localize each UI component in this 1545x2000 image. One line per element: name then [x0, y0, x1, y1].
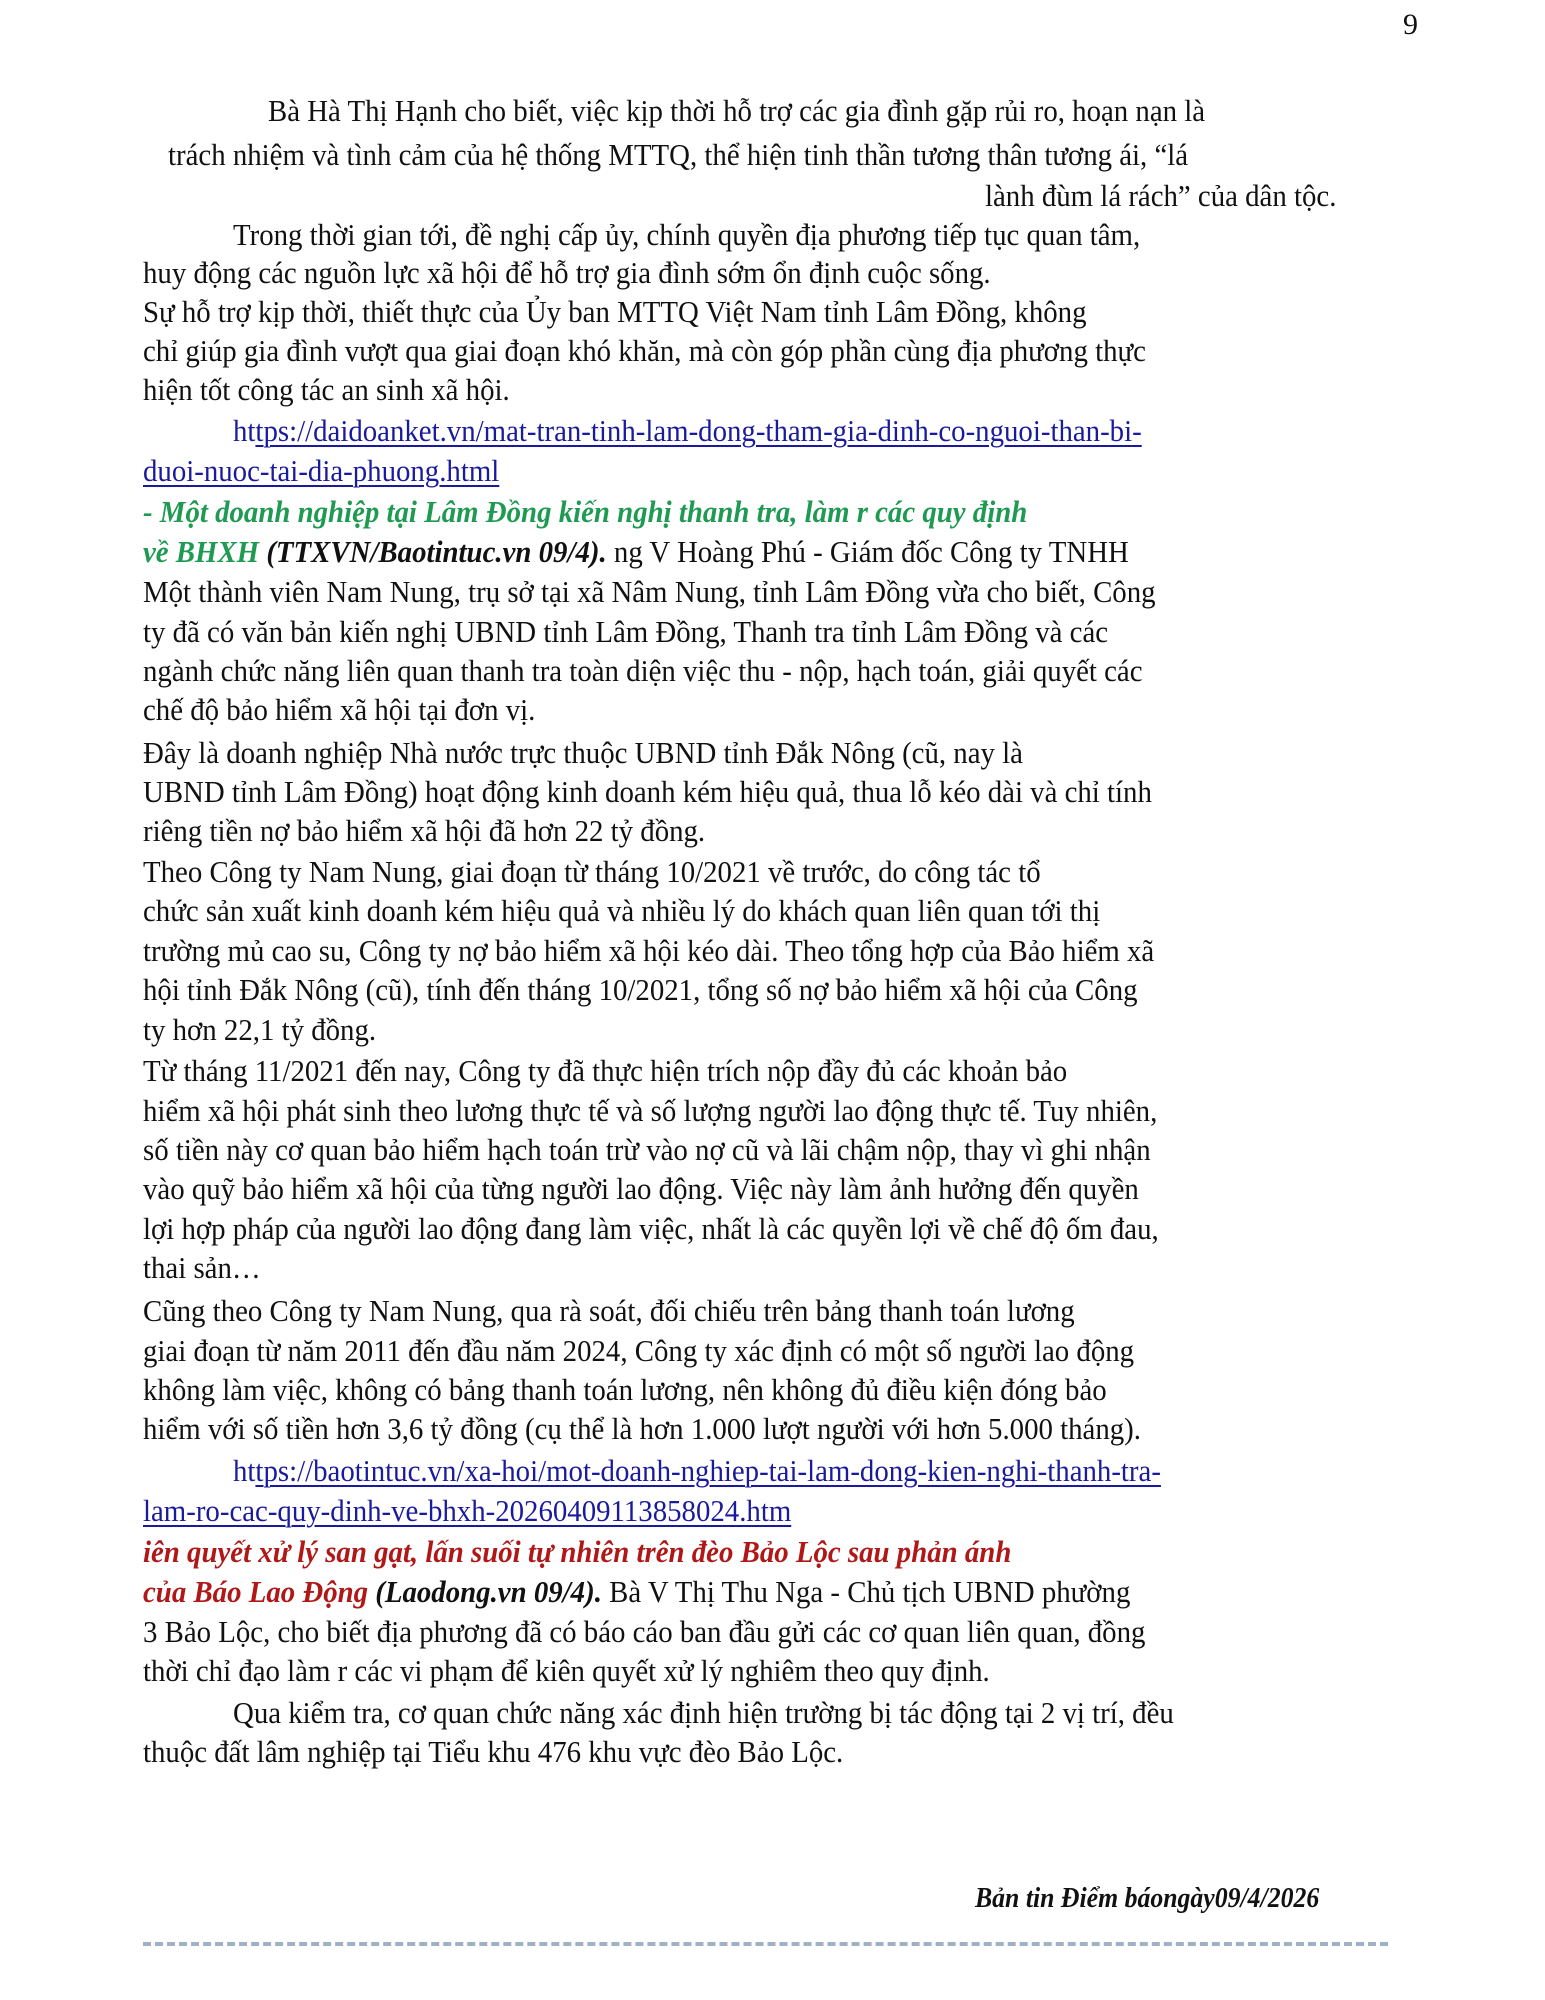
- text-line: chế độ bảo hiểm xã hội tại đơn vị.: [143, 692, 536, 727]
- footer-divider: [143, 1942, 1388, 1946]
- text-line: không làm việc, không có bảng thanh toán lương, nên không đủ điều kiện đóng bảo: [143, 1372, 1107, 1407]
- text-line: Từ tháng 11/2021 đến nay, Công ty đã thực hiện trích nộp đầy đủ các khoản bảo: [143, 1053, 1068, 1088]
- article-lead: [143, 1573, 1130, 1611]
- link-prefix[interactable]: ht: [233, 1453, 256, 1488]
- text-line: Sự hỗ trợ kịp thời, thiết thực của Ủy ban MTTQ Việt Nam tỉnh Lâm Đồng, không: [143, 294, 1087, 329]
- text-line: ngành chức năng liên quan thanh tra toàn diện việc thu - nộp, hạch toán, giải quyết các: [143, 653, 1143, 688]
- article-source: (Laodong.vn 09/4).: [368, 1574, 602, 1609]
- text-line: trách nhiệm và tình cảm của hệ thống MTTQ, thể hiện tinh thần tương thân tương ái, “lá: [168, 137, 1189, 172]
- source-link-1[interactable]: [233, 412, 1142, 450]
- footer-bulletin-title: Bản tin Điểm báongày09/4/2026: [975, 1883, 1320, 1914]
- text-line: hội tỉnh Đắk Nông (cũ), tính đến tháng 10/2021, tổng số nợ bảo hiểm xã hội của Công: [143, 972, 1138, 1007]
- text-line: thuộc đất lâm nghiệp tại Tiểu khu 476 khu vực đèo Bảo Lộc.: [143, 1734, 844, 1769]
- text-line: lợi hợp pháp của người lao động đang làm việc, nhất là các quyền lợi về chế độ ốm đau,: [143, 1211, 1159, 1246]
- article-lead-text: Bà V Thị Thu Nga - Chủ tịch UBND phường: [601, 1574, 1131, 1609]
- article-heading-cont: của Báo Lao Động: [143, 1574, 369, 1609]
- text-line: chỉ giúp gia đình vượt qua giai đoạn khó khăn, mà còn góp phần cùng địa phương thực: [143, 333, 1146, 368]
- text-line: Theo Công ty Nam Nung, giai đoạn từ tháng 10/2021 về trước, do công tác tổ: [143, 854, 1041, 889]
- text-line: hiểm xã hội phát sinh theo lương thực tế và số lượng người lao động thực tế. Tuy nhiên,: [143, 1093, 1158, 1128]
- source-link-2-cont[interactable]: [143, 1492, 791, 1530]
- text-line: Một thành viên Nam Nung, trụ sở tại xã Nâm Nung, tỉnh Lâm Đồng vừa cho biết, Công: [143, 574, 1156, 609]
- link-text[interactable]: tps://daidoanket.vn/mat-tran-tinh-lam-dong-tham-gia-dinh-co-nguoi-than-bi-: [255, 413, 1142, 448]
- text-line: hiểm với số tiền hơn 3,6 tỷ đồng (cụ thể là hơn 1.000 lượt người với hơn 5.000 tháng).: [143, 1411, 1141, 1446]
- link-text[interactable]: lam-ro-cac-quy-dinh-ve-bhxh-20260409113858024.htm: [143, 1493, 792, 1528]
- text-line: giai đoạn từ năm 2011 đến đầu năm 2024, Công ty xác định có một số người lao động: [143, 1333, 1135, 1368]
- link-text[interactable]: tps://baotintuc.vn/xa-hoi/mot-doanh-nghiep-tai-lam-dong-kien-nghi-thanh-tra-: [255, 1453, 1161, 1488]
- text-line: vào quỹ bảo hiểm xã hội của từng người lao động. Việc này làm ảnh hưởng đến quyền: [143, 1171, 1139, 1206]
- article-heading: iên quyết xử lý san gạt, lấn suối tự nhiên trên đèo Bảo Lộc sau phản ánh: [143, 1534, 1012, 1569]
- text-line: ty đã có văn bản kiến nghị UBND tỉnh Lâm Đồng, Thanh tra tỉnh Lâm Đồng và các: [143, 614, 1109, 649]
- text-line: hiện tốt công tác an sinh xã hội.: [143, 372, 510, 407]
- source-link-2[interactable]: [233, 1452, 1161, 1490]
- text-line: thai sản…: [143, 1250, 261, 1285]
- text-line: UBND tỉnh Lâm Đồng) hoạt động kinh doanh kém hiệu quả, thua lỗ kéo dài và chỉ tính: [143, 774, 1152, 809]
- link-text[interactable]: duoi-nuoc-tai-dia-phuong.html: [143, 453, 500, 488]
- text-line: ty hơn 22,1 tỷ đồng.: [143, 1012, 377, 1047]
- text-line: 3 Bảo Lộc, cho biết địa phương đã có báo cáo ban đầu gửi các cơ quan liên quan, đồng: [143, 1614, 1146, 1649]
- text-line: chức sản xuất kinh doanh kém hiệu quả và nhiều lý do khách quan liên quan tới thị: [143, 893, 1101, 928]
- text-line: lành đùm lá rách” của dân tộc.: [985, 178, 1337, 213]
- text-line: riêng tiền nợ bảo hiểm xã hội đã hơn 22 tỷ đồng.: [143, 813, 706, 848]
- link-prefix[interactable]: ht: [233, 413, 256, 448]
- source-link-1-cont[interactable]: [143, 452, 499, 490]
- article-source: (TTXVN/Baotintuc.vn 09/4).: [259, 534, 607, 569]
- article-lead: [143, 533, 1129, 571]
- text-line: Bà Hà Thị Hạnh cho biết, việc kịp thời hỗ trợ các gia đình gặp rủi ro, hoạn nạn là: [268, 93, 1206, 128]
- text-line: Cũng theo Công ty Nam Nung, qua rà soát, đối chiếu trên bảng thanh toán lương: [143, 1293, 1075, 1328]
- article-heading-cont: về BHXH: [143, 534, 260, 569]
- text-line: số tiền này cơ quan bảo hiểm hạch toán trừ vào nợ cũ và lãi chậm nộp, thay vì ghi nhận: [143, 1132, 1151, 1167]
- text-line: Qua kiểm tra, cơ quan chức năng xác định hiện trường bị tác động tại 2 vị trí, đều: [233, 1695, 1174, 1730]
- text-line: thời chỉ đạo làm r các vi phạm để kiên quyết xử lý nghiêm theo quy định.: [143, 1653, 990, 1688]
- article-heading: - Một doanh nghiệp tại Lâm Đồng kiến nghị thanh tra, làm r các quy định: [143, 494, 1028, 529]
- text-line: Trong thời gian tới, đề nghị cấp ủy, chính quyền địa phương tiếp tục quan tâm,: [233, 217, 1141, 252]
- text-line: huy động các nguồn lực xã hội để hỗ trợ gia đình sớm ổn định cuộc sống.: [143, 255, 991, 290]
- text-line: Đây là doanh nghiệp Nhà nước trực thuộc UBND tỉnh Đắk Nông (cũ, nay là: [143, 735, 1023, 770]
- page-number: 9: [1403, 8, 1418, 41]
- article-lead-text: ng V Hoàng Phú - Giám đốc Công ty TNHH: [606, 534, 1129, 569]
- text-line: trường mủ cao su, Công ty nợ bảo hiểm xã hội kéo dài. Theo tổng hợp của Bảo hiểm xã: [143, 933, 1155, 968]
